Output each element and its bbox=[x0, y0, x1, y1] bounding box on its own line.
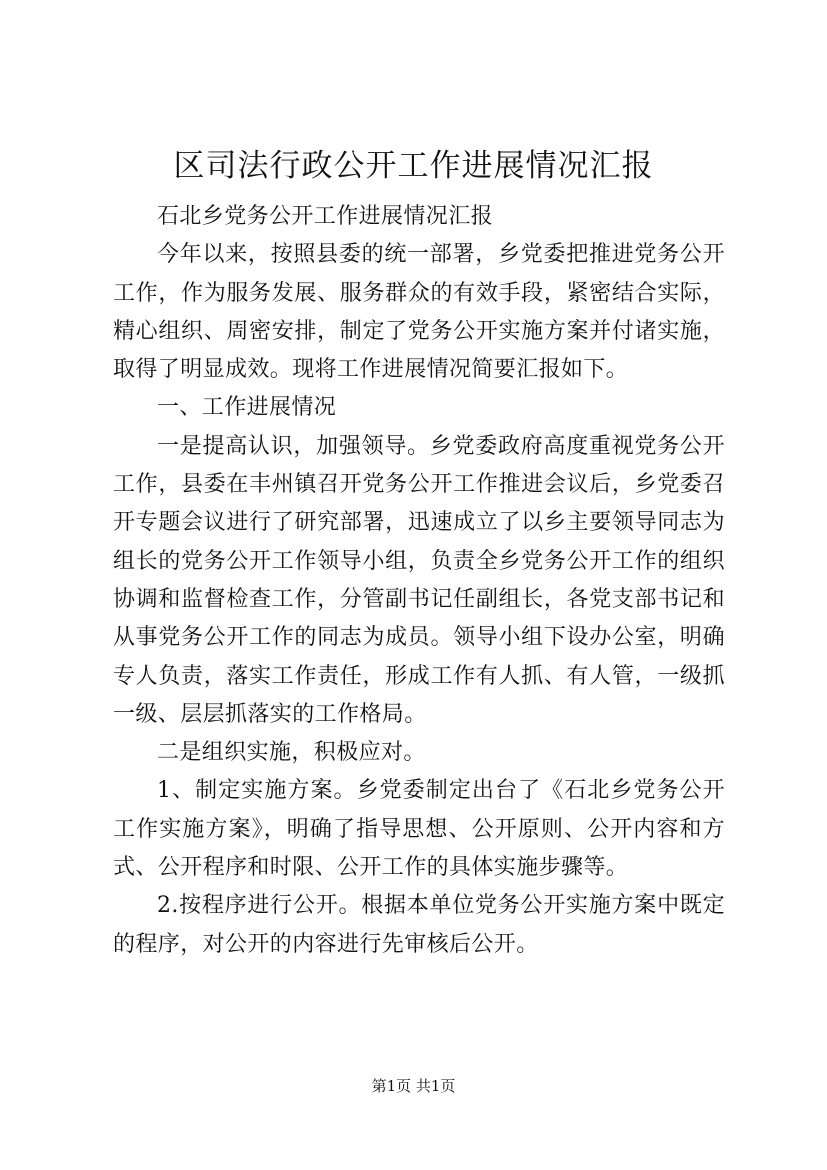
paragraph-plan: 1、制定实施方案。乡党委制定出台了《石北乡党务公开工作实施方案》，明确了指导思想、公开原则、公开内容和方式、公开程序和时限、公开工作的具体实施步骤等。 bbox=[113, 778, 725, 881]
paragraph-subtitle: 石北乡党务公开工作进展情况汇报 bbox=[157, 204, 494, 229]
paragraph-implementation: 二是组织实施，积极应对。 bbox=[157, 740, 426, 766]
page-footer: 第1页 共1页 bbox=[371, 1077, 456, 1095]
section-heading: 一、工作进展情况 bbox=[157, 395, 337, 421]
paragraph-procedure: 2.按程序进行公开。根据本单位党务公开实施方案中既定的程序，对公开的内容进行先审核后公开。 bbox=[113, 893, 725, 957]
paragraph-intro: 今年以来，按照县委的统一部署，乡党委把推进党务公开工作，作为服务发展、服务群众的有效手段，紧密结合实际，精心组织、周密安排，制定了党务公开实施方案并付诸实施，取得了明显成效。现将工作进展情况简要汇报如下。 bbox=[113, 242, 725, 383]
document-body bbox=[113, 198, 725, 964]
paragraph-leadership: 一是提高认识，加强领导。乡党委政府高度重视党务公开工作，县委在丰州镇召开党务公开工作推进会议后，乡党委召开专题会议进行了研究部署，迅速成立了以乡主要领导同志为组长的党务公开工作领导小组，负责全乡党务公开工作的组织协调和监督检查工作，分管副书记任副组长，各党支部书记和从事党务公开工作的同志为成员。领导小组下设办公室，明确专人负责，落实工作责任，形成工作有人抓、有人管，一级抓一级、层层抓落实的工作格局。 bbox=[113, 433, 725, 727]
document-title: 区司法行政公开工作进展情况汇报 bbox=[173, 148, 654, 184]
